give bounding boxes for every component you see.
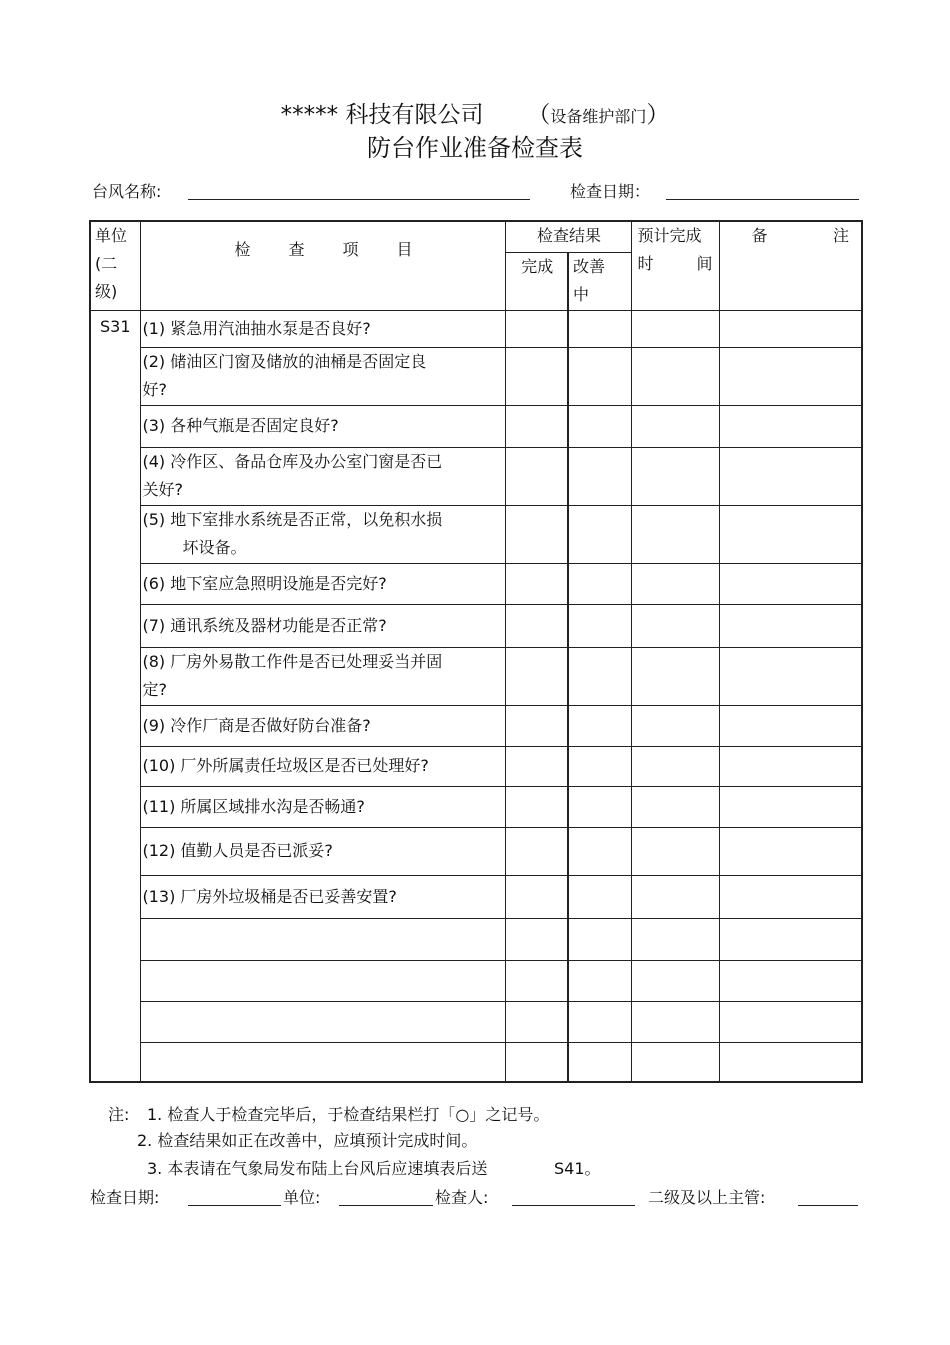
done-cell[interactable]	[505, 875, 568, 918]
improving-cell[interactable]	[568, 405, 631, 447]
remark-cell[interactable]	[719, 447, 862, 505]
planned-time-cell[interactable]	[631, 505, 719, 563]
footer-supervisor-label: 二级及以上主管:	[648, 1188, 766, 1207]
remark-cell[interactable]	[719, 1001, 862, 1042]
done-cell[interactable]	[505, 310, 568, 347]
unit-code: S31	[90, 310, 140, 1082]
planned-time-cell[interactable]	[631, 1001, 719, 1042]
footer-inspector-label: 检查人:	[435, 1188, 489, 1207]
done-cell[interactable]	[505, 786, 568, 827]
check-item: (4) 冷作区、备品仓库及办公室门窗是否已 关好?	[140, 447, 505, 505]
footer-date-field[interactable]	[188, 1205, 281, 1206]
table-row	[90, 827, 862, 875]
remark-cell[interactable]	[719, 918, 862, 960]
planned-time-cell[interactable]	[631, 827, 719, 875]
header-improving: 改善 中	[568, 252, 631, 310]
done-cell[interactable]	[505, 604, 568, 647]
table-row	[90, 647, 862, 705]
planned-time-cell[interactable]	[631, 875, 719, 918]
remark-cell[interactable]	[719, 786, 862, 827]
remark-cell[interactable]	[719, 1042, 862, 1082]
remark-cell[interactable]	[719, 746, 862, 786]
table-row	[90, 505, 862, 563]
note-3: 3. 本表请在气象局发布陆上台风后应速填表后送	[147, 1159, 488, 1178]
check-item: (6) 地下室应急照明设施是否完好?	[140, 563, 505, 604]
dept-close-paren: ）	[646, 102, 670, 128]
check-item: (13) 厂房外垃圾桶是否已妥善安置?	[140, 875, 505, 918]
remark-cell[interactable]	[719, 563, 862, 604]
checklist-table	[89, 220, 863, 1083]
planned-time-cell[interactable]	[631, 705, 719, 746]
improving-cell[interactable]	[568, 447, 631, 505]
table-row	[90, 447, 862, 505]
note-3-code: S41。	[554, 1159, 601, 1178]
check-item: (3) 各种气瓶是否固定良好?	[140, 405, 505, 447]
done-cell[interactable]	[505, 405, 568, 447]
check-item: (1) 紧急用汽油抽水泵是否良好?	[140, 310, 505, 347]
company-name: ***** 科技有限公司	[280, 102, 484, 128]
planned-time-cell[interactable]	[631, 918, 719, 960]
check-item-blank[interactable]	[140, 1001, 505, 1042]
improving-cell[interactable]	[568, 705, 631, 746]
remark-cell[interactable]	[719, 705, 862, 746]
footer-inspector-field[interactable]	[512, 1205, 635, 1206]
planned-time-cell[interactable]	[631, 447, 719, 505]
done-cell[interactable]	[505, 1001, 568, 1042]
check-item: (9) 冷作厂商是否做好防台准备?	[140, 705, 505, 746]
done-cell[interactable]	[505, 505, 568, 563]
check-date-field[interactable]	[666, 199, 859, 200]
improving-cell[interactable]	[568, 875, 631, 918]
check-item: (8) 厂房外易散工作件是否已处理妥当并固 定?	[140, 647, 505, 705]
improving-cell[interactable]	[568, 960, 631, 1001]
typhoon-name-label: 台风名称:	[92, 182, 162, 201]
table-row-blank	[90, 960, 862, 1001]
table-row	[90, 310, 862, 347]
footer-unit-field[interactable]	[339, 1205, 433, 1206]
check-item-blank[interactable]	[140, 918, 505, 960]
done-cell[interactable]	[505, 647, 568, 705]
notes-label: 注:	[108, 1105, 130, 1124]
header-done: 完成	[505, 252, 568, 310]
table-row	[90, 347, 862, 405]
note-1: 1. 检查人于检查完毕后，于检查结果栏打「○」之记号。	[147, 1105, 550, 1124]
remark-cell[interactable]	[719, 347, 862, 405]
remark-cell[interactable]	[719, 405, 862, 447]
check-item: (7) 通讯系统及器材功能是否正常?	[140, 604, 505, 647]
check-item: (2) 储油区门窗及储放的油桶是否固定良 好?	[140, 347, 505, 405]
table-row	[90, 405, 862, 447]
remark-cell[interactable]	[719, 960, 862, 1001]
check-item-blank[interactable]	[140, 960, 505, 1001]
done-cell[interactable]	[505, 918, 568, 960]
header-planned-completion: 预计完成 时 间	[631, 221, 719, 310]
table-row	[90, 786, 862, 827]
planned-time-cell[interactable]	[631, 746, 719, 786]
done-cell[interactable]	[505, 705, 568, 746]
header-check-item: 检 查 项 目	[140, 221, 505, 310]
header-check-result: 检查结果	[505, 221, 631, 252]
typhoon-name-field[interactable]	[188, 199, 530, 200]
planned-time-cell[interactable]	[631, 563, 719, 604]
table-row	[90, 705, 862, 746]
done-cell[interactable]	[505, 746, 568, 786]
table-row-blank	[90, 1042, 862, 1082]
planned-time-cell[interactable]	[631, 647, 719, 705]
planned-time-cell[interactable]	[631, 310, 719, 347]
footer-date-label: 检查日期:	[90, 1188, 160, 1207]
done-cell[interactable]	[505, 827, 568, 875]
improving-cell[interactable]	[568, 918, 631, 960]
improving-cell[interactable]	[568, 604, 631, 647]
table-row-blank	[90, 918, 862, 960]
footer-supervisor-field[interactable]	[798, 1205, 858, 1206]
improving-cell[interactable]	[568, 647, 631, 705]
header-remarks: 备 注	[719, 221, 862, 310]
improving-cell[interactable]	[568, 746, 631, 786]
done-cell[interactable]	[505, 563, 568, 604]
note-2: 2. 检查结果如正在改善中，应填预计完成时间。	[137, 1131, 478, 1150]
table-row-blank	[90, 1001, 862, 1042]
done-cell[interactable]	[505, 347, 568, 405]
remark-cell[interactable]	[719, 604, 862, 647]
table-row	[90, 746, 862, 786]
done-cell[interactable]	[505, 960, 568, 1001]
improving-cell[interactable]	[568, 347, 631, 405]
remark-cell[interactable]	[719, 875, 862, 918]
table-row	[90, 604, 862, 647]
header-unit: 单位 (二 级)	[90, 221, 140, 310]
planned-time-cell[interactable]	[631, 405, 719, 447]
remark-cell[interactable]	[719, 310, 862, 347]
company-title	[0, 96, 950, 129]
check-item: (5) 地下室排水系统是否正常，以免积水损 坏设备。	[140, 505, 505, 563]
check-item: (11) 所属区域排水沟是否畅通?	[140, 786, 505, 827]
department-name: 设备维护部门	[550, 107, 647, 126]
check-item: (12) 值勤人员是否已派妥?	[140, 827, 505, 875]
improving-cell[interactable]	[568, 310, 631, 347]
improving-cell[interactable]	[568, 505, 631, 563]
improving-cell[interactable]	[568, 827, 631, 875]
planned-time-cell[interactable]	[631, 347, 719, 405]
footer-unit-label: 单位:	[283, 1188, 321, 1207]
remark-cell[interactable]	[719, 827, 862, 875]
table-row	[90, 563, 862, 604]
done-cell[interactable]	[505, 1042, 568, 1082]
check-date-label: 检查日期：	[570, 182, 651, 201]
check-item: (10) 厂外所属责任垃圾区是否已处理好?	[140, 746, 505, 786]
table-row	[90, 875, 862, 918]
dept-open-paren: （	[527, 102, 551, 128]
improving-cell[interactable]	[568, 563, 631, 604]
planned-time-cell[interactable]	[631, 960, 719, 1001]
planned-time-cell[interactable]	[631, 604, 719, 647]
remark-cell[interactable]	[719, 505, 862, 563]
done-cell[interactable]	[505, 447, 568, 505]
planned-time-cell[interactable]	[631, 1042, 719, 1082]
form-title: 防台作业准备检查表	[367, 134, 583, 162]
improving-cell[interactable]	[568, 1042, 631, 1082]
remark-cell[interactable]	[719, 647, 862, 705]
planned-time-cell[interactable]	[631, 786, 719, 827]
improving-cell[interactable]	[568, 1001, 631, 1042]
improving-cell[interactable]	[568, 786, 631, 827]
check-item-blank[interactable]	[140, 1042, 505, 1082]
